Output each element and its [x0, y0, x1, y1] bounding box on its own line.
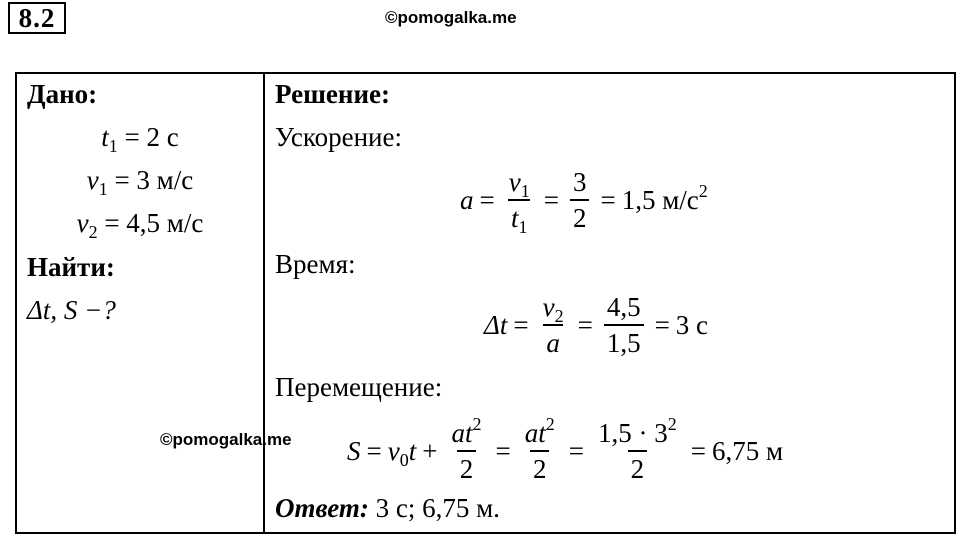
v1-subscript: 1: [98, 179, 108, 199]
column-divider: [263, 72, 265, 534]
problem-number: 8.2: [8, 2, 66, 34]
v1-value: = 3 м/с: [107, 165, 194, 195]
t1-symbol: t: [101, 122, 109, 152]
numerator: 4,5: [606, 292, 641, 322]
displacement-lhs: S: [347, 435, 361, 466]
equals-sign: =: [513, 309, 529, 340]
fraction-at2-2-b: [522, 414, 558, 484]
plus-sign: +: [422, 435, 438, 466]
v0t-term: [387, 435, 417, 470]
given-t1: [17, 121, 263, 156]
denominator: 2: [628, 450, 648, 484]
find-value: Δt, S −?: [27, 295, 116, 325]
numerator-symbol: v: [542, 292, 555, 322]
numerator-at: at: [524, 418, 546, 448]
accel-lhs: a: [460, 184, 474, 215]
fraction-numeric: [595, 414, 680, 484]
accel-label: Ускорение:: [275, 122, 402, 152]
fraction-at2-2-a: [448, 414, 484, 484]
denominator: 1,5: [604, 324, 644, 358]
numerator-subscript: 2: [554, 306, 564, 326]
equals-sign: =: [568, 435, 584, 466]
time-lhs-value: Δt: [484, 309, 508, 340]
time-label: Время:: [275, 249, 356, 279]
t1-subscript: 1: [108, 136, 118, 156]
accel-result: [621, 180, 708, 216]
accel-result-value: 1,5 м/с: [621, 184, 699, 215]
v2-symbol: v: [76, 208, 89, 238]
t1-value: = 2 с: [117, 122, 179, 152]
denominator: 2: [457, 450, 477, 484]
displacement-label: Перемещение:: [275, 372, 443, 402]
equals-sign: =: [366, 435, 382, 466]
numerator-subscript: 1: [520, 181, 530, 201]
v1-symbol: v: [86, 165, 99, 195]
answer-label: Ответ:: [275, 493, 369, 523]
v0-subscript: 0: [399, 449, 409, 470]
accel-result-exponent: 2: [698, 180, 708, 201]
time-lhs: [484, 310, 507, 341]
equals-sign: =: [600, 184, 616, 215]
t-symbol: t: [408, 435, 417, 466]
denominator-subscript: 1: [518, 217, 528, 237]
answer-value: 3 с; 6,75 м.: [368, 493, 500, 523]
numerator: 3: [572, 167, 587, 197]
v2-subscript: 2: [88, 222, 98, 242]
denominator-symbol: t: [510, 203, 519, 233]
displacement-result: 6,75 м: [711, 435, 784, 466]
watermark-top: ©pomogalka.me: [385, 8, 517, 27]
watermark-middle: ©pomogalka.me: [160, 430, 292, 449]
equals-sign: =: [495, 435, 511, 466]
solution-title: Решение:: [275, 79, 390, 109]
time-formula: [484, 287, 708, 363]
numerator-exponent: 2: [472, 414, 482, 434]
numerator-numeric: 1,5 · 3: [597, 418, 668, 448]
fraction-45-15: [604, 292, 644, 358]
numerator-exponent: 2: [667, 414, 677, 434]
numerator-at: at: [451, 418, 473, 448]
equals-sign: =: [690, 435, 706, 466]
denominator: a: [543, 324, 563, 358]
numerator-symbol: v: [508, 167, 521, 197]
equals-sign: =: [543, 184, 559, 215]
denominator: 2: [570, 199, 590, 233]
fraction-v2-a: [540, 292, 567, 358]
fraction-3-2: [570, 167, 590, 233]
given-v2: [17, 207, 263, 242]
numerator-exponent: 2: [545, 414, 555, 434]
fraction-v1-t1: [506, 167, 533, 237]
given-v1: [17, 164, 263, 199]
equals-sign: =: [479, 184, 495, 215]
answer-line: [275, 492, 500, 524]
given-title: Дано:: [27, 79, 98, 109]
find-title: Найти:: [27, 252, 115, 282]
v2-value: = 4,5 м/с: [97, 208, 204, 238]
displacement-formula: [347, 413, 783, 489]
v0-symbol: v: [387, 435, 400, 466]
accel-formula: [460, 162, 708, 238]
equals-sign: =: [577, 309, 593, 340]
denominator: 2: [530, 450, 550, 484]
time-result: 3 с: [675, 309, 709, 340]
equals-sign: =: [654, 309, 670, 340]
